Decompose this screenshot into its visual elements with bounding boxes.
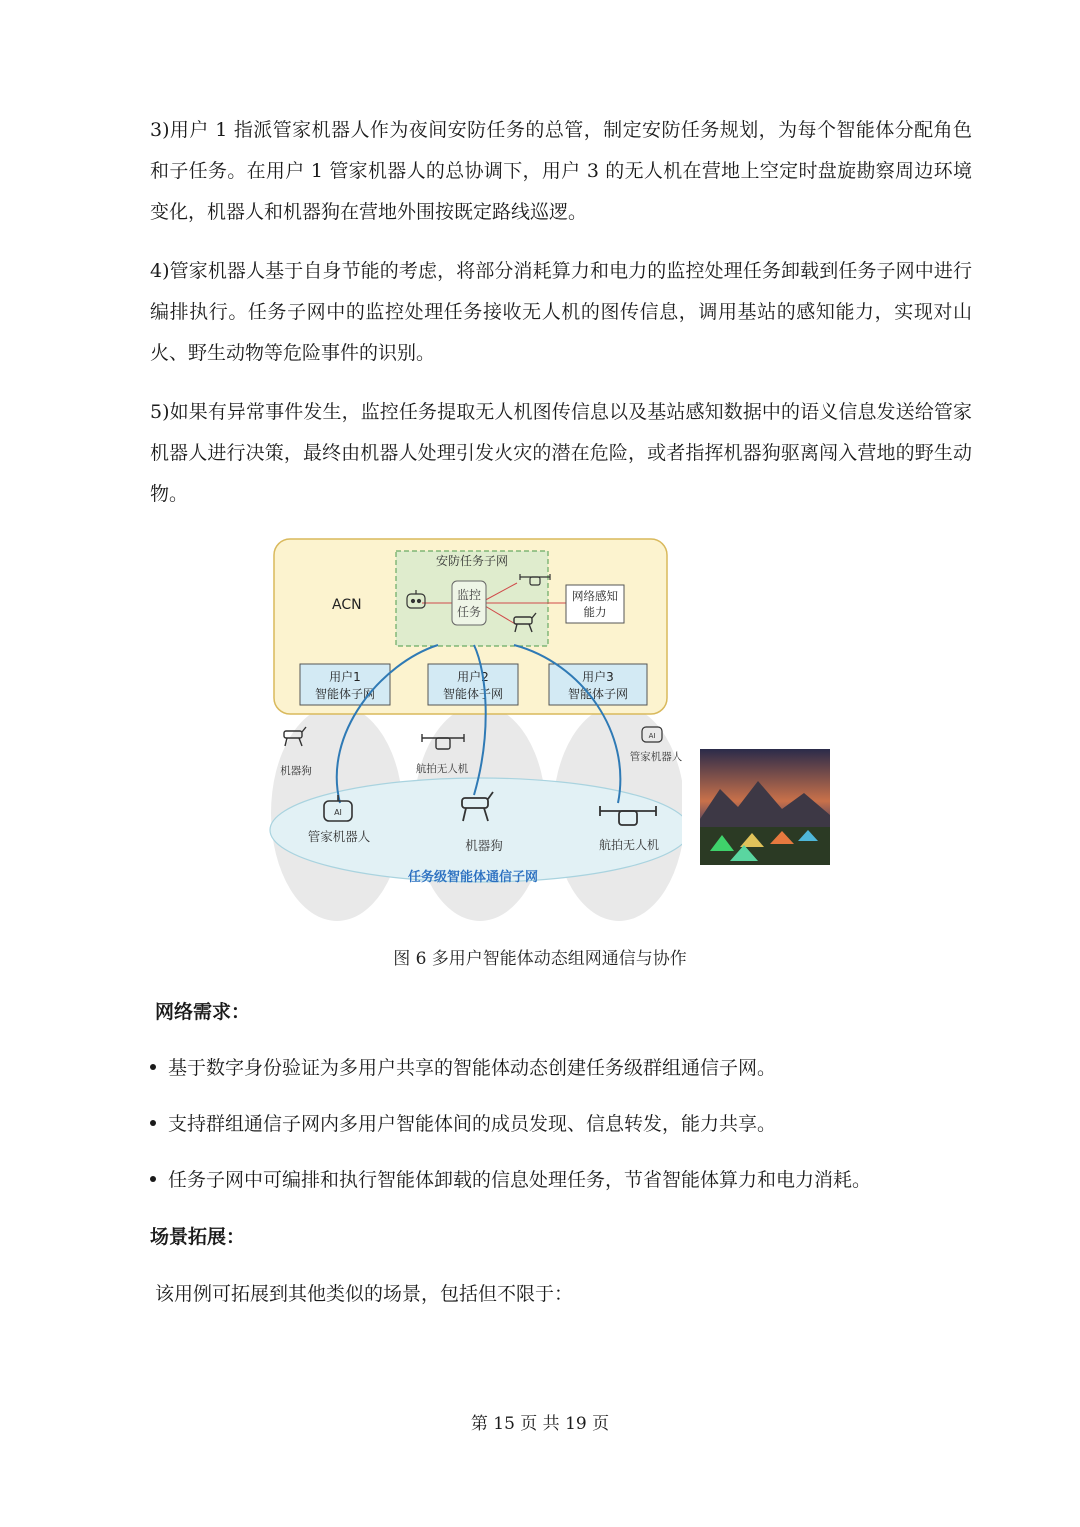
scene-extension-heading: 场景拓展： bbox=[150, 1226, 246, 1248]
user1-line1: 用户1 bbox=[329, 670, 361, 684]
user2-line2: 智能体子网 bbox=[442, 687, 504, 701]
user3-line2: 智能体子网 bbox=[567, 687, 629, 701]
task-subnet-label: 任务级智能体通信子网 bbox=[407, 870, 539, 885]
small-robot-label: 管家机器人 bbox=[629, 751, 682, 763]
user2-line1: 用户2 bbox=[457, 670, 489, 684]
bullet-text: 支持群组通信子网内多用户智能体间的成员发现、信息转发，能力共享。 bbox=[168, 1113, 777, 1135]
network-requirements-heading: 网络需求： bbox=[155, 1001, 251, 1023]
bullet-item bbox=[150, 1109, 776, 1136]
page-footer: 第 15 页 共 19 页 bbox=[470, 1414, 610, 1434]
paragraph-step-4: 4)管家机器人基于自身节能的考虑，将部分消耗算力和电力的监控处理任务卸载到任务子网中进行编排执行。任务子网中的监控处理任务接收无人机的图传信息，调用基站的感知能力，实现对山火、野生动物等危险事件的识别。 bbox=[150, 260, 972, 364]
perception-line2: 能力 bbox=[583, 605, 607, 619]
network-diagram bbox=[262, 533, 682, 925]
bullet-icon bbox=[150, 1176, 156, 1182]
bullet-icon bbox=[150, 1064, 156, 1070]
user3-line1: 用户3 bbox=[582, 670, 614, 684]
bullet-item bbox=[150, 1053, 776, 1080]
security-subnet-title: 安防任务子网 bbox=[435, 554, 509, 568]
bullet-icon bbox=[150, 1120, 156, 1126]
small-dog-label: 机器狗 bbox=[280, 765, 312, 777]
monitor-task-line1: 监控 bbox=[456, 588, 482, 602]
acn-label: ACN bbox=[332, 597, 362, 613]
robot-dog-large-label: 机器狗 bbox=[465, 838, 503, 853]
extension-text: 该用例可拓展到其他类似的场景，包括但不限于： bbox=[155, 1283, 574, 1305]
paragraph-step-3: 3)用户 1 指派管家机器人作为夜间安防任务的总管，制定安防任务规划，为每个智能体分配角色和子任务。在用户 1 管家机器人的总协调下，用户 3 的无人机在营地上空定时盘旋勘察周边环境变化，机器人和机器狗在营地外围按既定路线巡逻。 bbox=[150, 119, 972, 223]
perception-line1: 网络感知 bbox=[572, 589, 618, 603]
user1-line2: 智能体子网 bbox=[314, 687, 376, 701]
campsite-photo bbox=[700, 749, 830, 865]
bullet-text: 任务子网中可编排和执行智能体卸载的信息处理任务，节省智能体算力和电力消耗。 bbox=[168, 1169, 872, 1191]
aerial-drone-large-label: 航拍无人机 bbox=[598, 838, 660, 852]
bullet-item bbox=[150, 1165, 871, 1192]
svg-text:AI: AI bbox=[334, 808, 342, 817]
paragraph-step-5: 5)如果有异常事件发生，监控任务提取无人机图传信息以及基站感知数据中的语义信息发送给管家机器人进行决策，最终由机器人处理引发火灾的潜在危险，或者指挥机器狗驱离闯入营地的野生动物。 bbox=[150, 401, 972, 505]
monitor-task-line2: 任务 bbox=[456, 605, 482, 619]
svg-text:AI: AI bbox=[648, 732, 656, 740]
figure-caption: 图 6 多用户智能体动态组网通信与协作 bbox=[393, 949, 687, 969]
butler-robot-label: 管家机器人 bbox=[307, 829, 371, 844]
small-drone-label: 航拍无人机 bbox=[415, 763, 469, 775]
bullet-text: 基于数字身份验证为多用户共享的智能体动态创建任务级群组通信子网。 bbox=[168, 1057, 777, 1079]
